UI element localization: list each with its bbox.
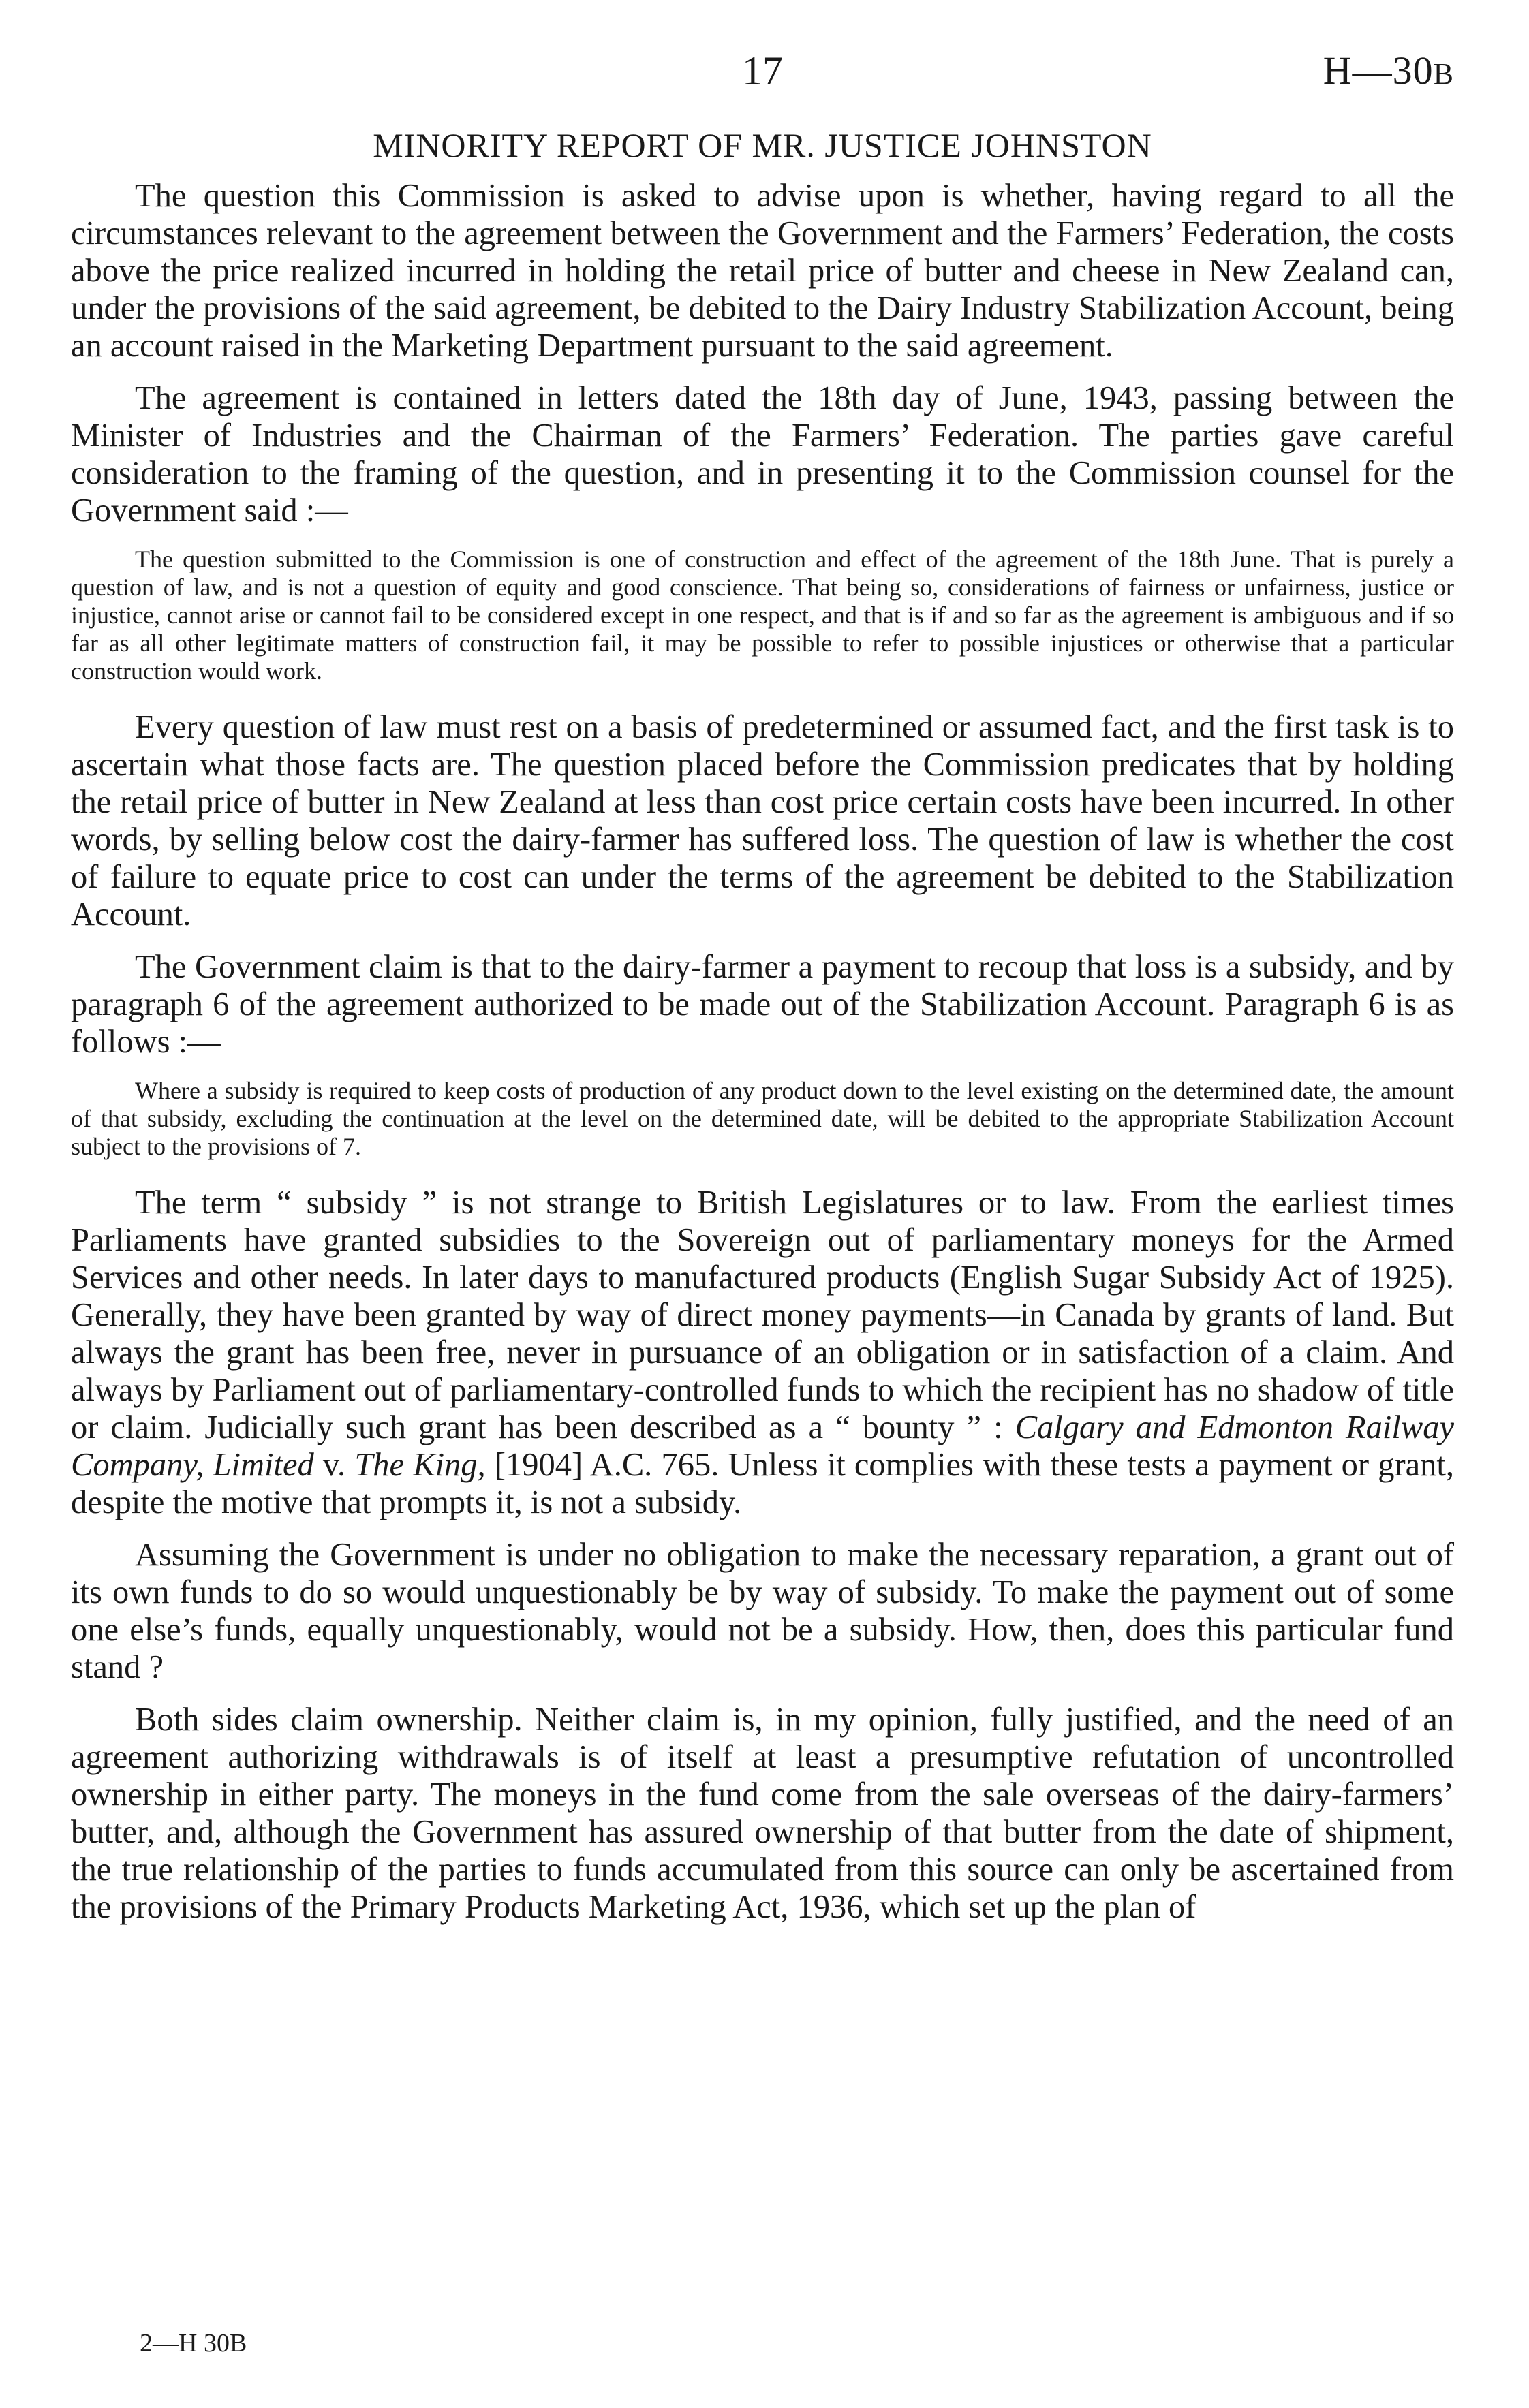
case-name-calgary: Calgary and Edmonton Railway Company, Limited bbox=[71, 1409, 1454, 1483]
paragraph-question: The question this Commission is asked to advise upon is whether, having regard to all the circumstances relevant to the agreement between the Government and the Farmers’ Federation, the costs above the price realized incurred in holding the retail price of butter and cheese in New Zealand can, under the provisions of the said agreement, be debited to the Dairy Industry Stabilization Account, being an account raised in the Marketing Department pursuant to the said agreement. bbox=[71, 178, 1454, 364]
page-number: 17 bbox=[742, 48, 783, 93]
document-reference-suffix: B bbox=[1433, 57, 1454, 91]
paragraph-ownership: Both sides claim ownership. Neither claim is, in my opinion, fully justified, and the need of an agreement authorizing withdrawals is of itself at least a presumptive refutation of uncontrolled ownership in either party. The moneys in the fund come from the sale overseas of the dairy-farmers’ butter, and, although the Government has assured ownership of that butter from the date of shipment, the true relationship of the parties to funds accumulated from this source can only be ascertained from the provisions of the Primary Products Marketing Act, 1936, which set up the plan of bbox=[71, 1702, 1454, 1925]
case-name-the-king: The King, bbox=[354, 1447, 486, 1483]
paragraph-question-of-law: Every question of law must rest on a basis of predetermined or assumed fact, and the first task is to ascertain what those facts are. The question placed before the Commission predicates that by holding the retail price of butter in New Zealand at less than cost price certain costs have been incurred. In other words, by selling below cost the dairy-farmer has suffered loss. The question of law is whether the cost of failure to equate price to cost can under the terms of the agreement be debited to the Stabilization Account. bbox=[71, 709, 1454, 933]
footer-signature-main: 2—H 30 bbox=[140, 2329, 230, 2358]
subsidy-text-part2: [1904] A.C. 765. Unless it complies with these tests a payment or grant, despite the motive that prompts it, is not a subsidy. bbox=[71, 1447, 1454, 1520]
page-header bbox=[71, 48, 1454, 123]
document-reference-main: H—30 bbox=[1323, 48, 1434, 93]
quote-paragraph-6: Where a subsidy is required to keep costs of production of any product down to the level existing on the determined date, the amount of that subsidy, excluding the continuation at the level on the determined date, will be debited to the appropriate Stabilization Account subject to the provisions of 7. bbox=[71, 1077, 1454, 1160]
report-title: MINORITY REPORT OF MR. JUSTICE JOHNSTON bbox=[373, 126, 1152, 164]
page-footer bbox=[140, 2328, 247, 2358]
document-reference bbox=[1323, 48, 1454, 93]
paragraph-government-claim: The Government claim is that to the dairy-farmer a payment to recoup that loss is a subsidy, and by paragraph 6 of the agreement authorized to be made out of the Stabilization Account. Paragraph 6 is as follows :— bbox=[71, 949, 1454, 1060]
case-versus: v. bbox=[313, 1447, 355, 1483]
subsidy-text-part1: The term “ subsidy ” is not strange to British Legislatures or to law. From the earliest times Parliaments have granted subsidies to the Sovereign out of parliamentary moneys for the Armed Services and other needs. In later days to manufactured products (English Sugar Subsidy Act of 1925). Generally, they have been granted by way of direct money payments—in Canada by grants of land. But always the grant has been free, never in pursuance of an obligation or in satisfaction of a claim. And always by Parliament out of parliamentary-controlled funds to which the recipient has no shadow of title or claim. Judicially such grant has been described as a “ bounty ” : bbox=[71, 1185, 1454, 1445]
footer-signature-suffix: B bbox=[229, 2329, 247, 2358]
paragraph-agreement: The agreement is contained in letters dated the 18th day of June, 1943, passing between the Minister of Industries and the Chairman of the Farmers’ Federation. The parties gave careful consideration to the framing of the question, and in presenting it to the Commission counsel for the Government said :— bbox=[71, 380, 1454, 529]
quote-counsel: The question submitted to the Commission is one of construction and effect of the agreement of the 18th June. That is purely a question of law, and is not a question of equity and good conscience. That being so, considerations of fairness or unfairness, justice or injustice, cannot arise or cannot fail to be considered except in one respect, and that is if and so far as the agreement is ambiguous and if so far as all other legitimate matters of construction fail, it may be possible to refer to possible injustices or otherwise that a particular construction would work. bbox=[71, 546, 1454, 685]
paragraph-assuming: Assuming the Government is under no obligation to make the necessary reparation, a grant out of its own funds to do so would unquestionably be by way of subsidy. To make the payment out of some one else’s funds, equally unquestionably, would not be a subsidy. How, then, does this particular fund stand ? bbox=[71, 1537, 1454, 1685]
paragraph-subsidy-term bbox=[71, 1184, 1454, 1521]
document-page bbox=[71, 48, 1454, 1941]
